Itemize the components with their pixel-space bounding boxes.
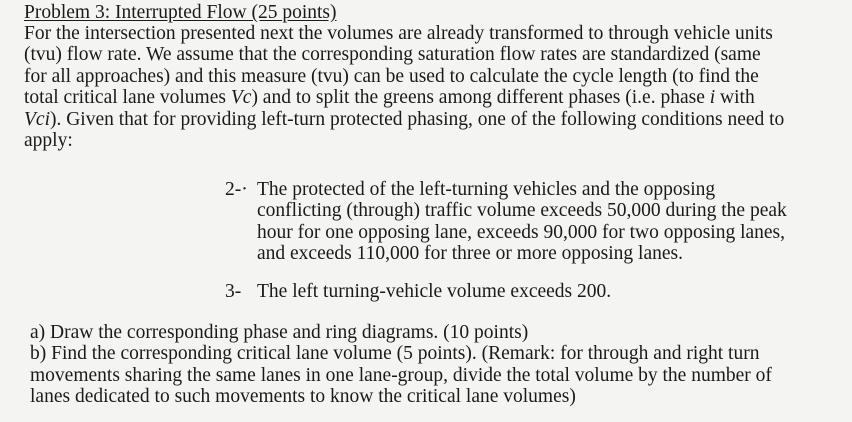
variable-vci: Vci: [24, 108, 50, 130]
condition-line: conflicting (through) traffic volume exceeds 50,000 during the peak: [257, 200, 787, 222]
intro-line: [24, 109, 824, 130]
intro-text: ). Given that for providing left-turn protected phasing, one of the following conditions need to: [49, 108, 785, 130]
question-b-continued: lanes dedicated to such movements to know the critical lane volumes): [30, 386, 576, 408]
problem-title: Problem 3: Interrupted Flow (25 points): [24, 2, 337, 23]
condition-number: 2-·: [225, 179, 248, 200]
intro-line: (tvu) flow rate. We assume that the corresponding saturation flow rates are standardized (same: [24, 44, 761, 66]
condition-line: and exceeds 110,000 for three or more opposing lanes.: [257, 243, 683, 265]
question-b: b) Find the corresponding critical lane volume (5 points). (Remark: for through and right turn: [30, 343, 760, 365]
condition-line: The protected of the left-turning vehicles and the opposing: [257, 179, 716, 200]
intro-line: for all approaches) and this measure (tvu) can be used to calculate the cycle length (to find the: [24, 65, 759, 87]
condition-text: [257, 179, 787, 265]
questions: [30, 322, 830, 408]
question-a: a) Draw the corresponding phase and ring diagrams. (10 points): [30, 322, 529, 343]
intro-line: [24, 87, 824, 108]
intro-text: with: [715, 87, 755, 109]
variable-i: i: [709, 87, 716, 109]
intro-line: For the intersection presented next the volumes are already transformed to through vehicle units: [24, 23, 773, 44]
condition-number: 3-: [225, 281, 242, 302]
intro-text: ) and to split the greens among different phases (i.e. phase: [251, 87, 710, 109]
question-b-continued: movements sharing the same lanes in one lane-group, divide the total volume by the number of: [30, 364, 772, 386]
variable-vc: Vc: [230, 87, 252, 109]
problem-intro: [24, 23, 824, 151]
condition-line: The left turning-vehicle volume exceeds 200.: [257, 281, 612, 302]
intro-line: apply:: [24, 130, 73, 152]
intro-text: total critical lane volumes: [24, 87, 231, 109]
condition-text: [257, 281, 611, 302]
condition-line: hour for one opposing lane, exceeds 90,000 for two opposing lanes,: [257, 221, 786, 243]
